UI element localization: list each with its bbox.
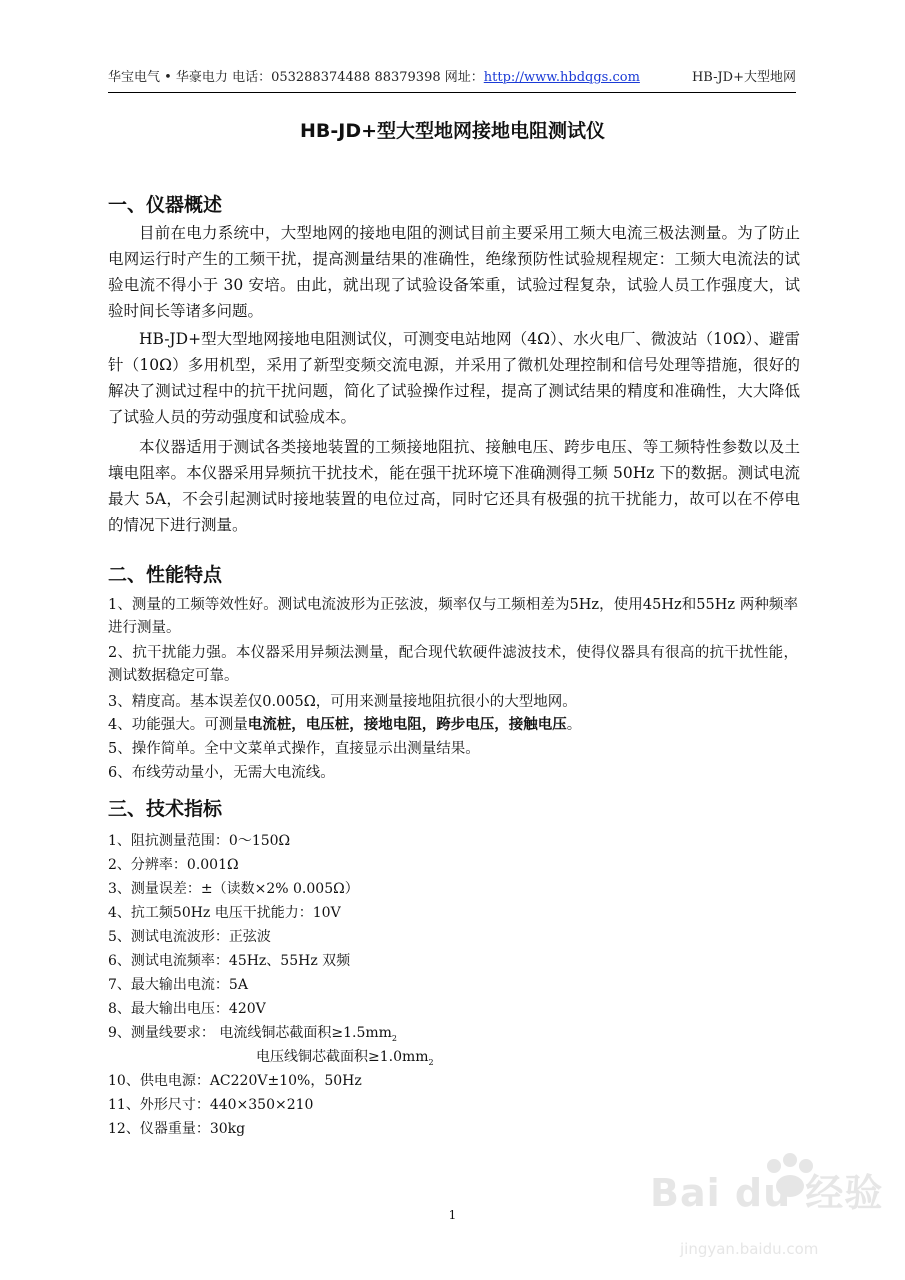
spec-item-text: 电压线铜芯截面积≥1.0mm bbox=[256, 1049, 429, 1065]
feature-item-5: 5、操作简单。全中文菜单式操作，直接显示出测量结果。 bbox=[108, 741, 480, 757]
header-divider bbox=[108, 92, 796, 93]
spec-item bbox=[108, 1022, 397, 1043]
header-doc-label: HB-JD+大型地网 bbox=[691, 70, 796, 85]
spec-item-subscript: 2 bbox=[428, 1057, 434, 1067]
spec-item: 8、最大输出电压：420V bbox=[108, 1001, 266, 1017]
spec-item: 4、抗工频50Hz 电压干扰能力：10V bbox=[108, 905, 341, 921]
spec-item: 10、供电电源：AC220V±10%，50Hz bbox=[108, 1073, 362, 1089]
header-contact-text: 华宝电气 • 华豪电力 电话：053288374488 88379398 网址： bbox=[108, 70, 484, 85]
feature-item-6: 6、布线劳动量小，无需大电流线。 bbox=[108, 765, 335, 781]
feature-item-4-bold: 电流桩，电压桩，接地电阻，跨步电压，接触电压 bbox=[247, 716, 567, 733]
header-contact bbox=[108, 66, 640, 85]
spec-item: 7、最大输出电流：5A bbox=[108, 977, 248, 993]
spec-item: 12、仪器重量：30kg bbox=[108, 1121, 246, 1137]
spec-item: 2、分辨率：0.001Ω bbox=[108, 857, 239, 873]
section-heading-overview: 一、仪器概述 bbox=[108, 194, 223, 216]
overview-paragraph-1: 目前在电力系统中，大型地网的接地电阻的测试目前主要采用工频大电流三极法测量。为了防止电网运行时产生的工频干扰，提高测量结果的准确性，绝缘预防性试验规程规定：工频大电流法的试验电流不得小于 30 安培。由此，就出现了试验设备笨重，试验过程复杂，试验人员工作强度大，试验时间长等诸多问题。 bbox=[108, 224, 800, 320]
spec-item: 6、测试电流频率：45Hz、55Hz 双频 bbox=[108, 953, 351, 969]
baidu-jingyan-watermark bbox=[640, 1152, 890, 1272]
feature-item-4 bbox=[108, 713, 581, 734]
spec-item-continuation bbox=[256, 1046, 434, 1067]
overview-paragraph-3: 本仪器适用于测试各类接地装置的工频接地阻抗、接触电压、跨步电压、等工频特性参数以及土壤电阻率。本仪器采用异频抗干扰技术，能在强干扰环境下准确测得工频 50Hz 下的数据。测试电流最大 5A，不会引起测试时接地装置的电位过高，同时它还具有极强的抗干扰能力，故可以在不停电的情况下进行测量。 bbox=[108, 438, 800, 534]
watermark-url: jingyan.baidu.com bbox=[680, 1240, 819, 1258]
spec-item-subscript: 2 bbox=[391, 1033, 397, 1043]
feature-item-1: 1、测量的工频等效性好。测试电流波形为正弦波，频率仅与工频相差为5Hz，使用45Hz和55Hz 两种频率进行测量。 bbox=[108, 597, 798, 636]
spec-item: 1、阻抗测量范围：0～150Ω bbox=[108, 833, 291, 849]
feature-item-3: 3、精度高。基本误差仅0.005Ω，可用来测量接地阻抗很小的大型地网。 bbox=[108, 694, 577, 710]
document-title: HB-JD+型大型地网接地电阻测试仪 bbox=[299, 120, 606, 142]
feature-item-2: 2、抗干扰能力强。本仪器采用异频法测量，配合现代软硬件滤波技术，使得仪器具有很高的抗干扰性能，测试数据稳定可靠。 bbox=[108, 645, 798, 684]
page-number: 1 bbox=[448, 1208, 457, 1222]
section-heading-specs: 三、技术指标 bbox=[108, 798, 223, 820]
spec-item: 3、测量误差：±（读数×2% 0.005Ω） bbox=[108, 881, 359, 897]
page-header bbox=[108, 60, 796, 90]
spec-item: 5、测试电流波形：正弦波 bbox=[108, 929, 271, 945]
spec-item-text: 9、测量线要求： 电流线铜芯截面积≥1.5mm bbox=[108, 1025, 392, 1041]
feature-item-4-prefix: 4、功能强大。可测量 bbox=[108, 717, 248, 733]
watermark-logo: Bai du 经验 bbox=[650, 1171, 884, 1215]
header-website-link[interactable]: http://www.hbdqgs.com bbox=[483, 70, 640, 85]
spec-item: 11、外形尺寸：440×350×210 bbox=[108, 1097, 314, 1113]
overview-paragraph-2: HB-JD+型大型地网接地电阻测试仪，可测变电站地网（4Ω）、水火电厂、微波站（10Ω）、避雷针（10Ω）多用机型，采用了新型变频交流电源，并采用了微机处理控制和信号处理等措施，很好的解决了测试过程中的抗干扰问题，简化了试验操作过程，提高了测试结果的精度和准确性，大大降低了试验人员的劳动强度和试验成本。 bbox=[108, 330, 800, 426]
feature-item-4-suffix: 。 bbox=[566, 717, 582, 733]
section-heading-features: 二、性能特点 bbox=[108, 564, 223, 586]
